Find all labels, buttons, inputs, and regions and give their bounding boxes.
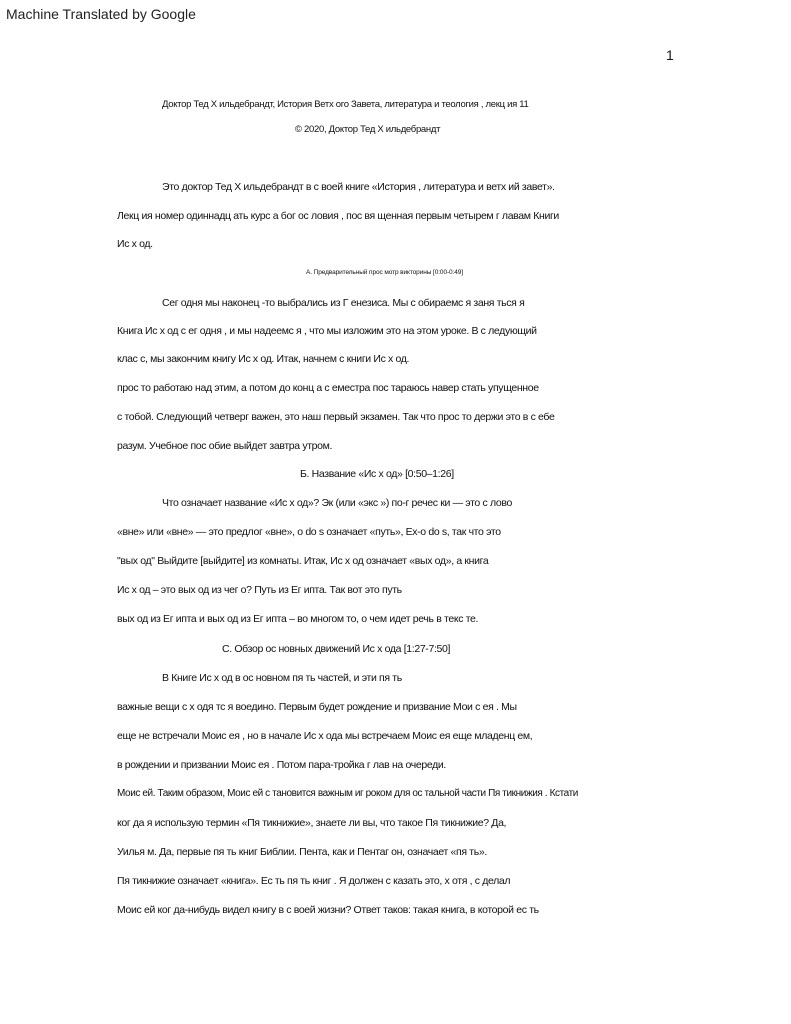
copyright-line: © 2020, Доктор Тед Х ильдебрандт	[295, 124, 441, 135]
text-line: Книга Ис х од с ег одня , и мы надеемс я , что мы изложим это на этом уроке. В с ледующий	[117, 325, 537, 337]
text-line: Ис х од.	[117, 238, 153, 250]
text-line: разум. Учебное пос обие выйдет завтра утром.	[117, 440, 333, 452]
text-line: "вых од" Выйдите [выйдите] из комнаты. Итак, Ис х од означает «вых од», а книга	[117, 555, 489, 567]
section-heading-c: С. Обзор ос новных движений Ис х ода [1:27-7:50]	[222, 643, 451, 655]
text-line: клас с, мы закончим книгу Ис х од. Итак, начнем с книги Ис х од.	[117, 353, 410, 365]
section-heading-b: Б. Название «Ис х од» [0:50–1:26]	[300, 468, 454, 480]
text-line: с тобой. Следующий четверг важен, это наш первый экзамен. Так что прос то держи это в с ебе	[117, 411, 555, 423]
text-line: прос то работаю над этим, а потом до конц а с еместра пос тараюсь навер стать упущенное	[117, 382, 539, 394]
document-title: Доктор Тед Х ильдебрандт, История Ветх ого Завета, литература и теология , лекц ия 11	[162, 99, 529, 110]
text-line: Пя тикнижие означает «книга». Ес ть пя ть книг . Я должен с казать это, х отя , с делал	[117, 875, 511, 887]
text-line: Что означает название «Ис х од»? Эк (или «экс ») по-г речес ки — это с лово	[162, 497, 512, 509]
text-line: ког да я использую термин «Пя тикнижие», знаете ли вы, что такое Пя тикнижие? Да,	[117, 817, 507, 829]
text-line: В Книге Ис х од в ос новном пя ть частей, и эти пя ть	[162, 672, 402, 684]
text-line: Ис х од – это вых од из чег о? Путь из Ег ипта. Так вот это путь	[117, 584, 402, 596]
text-line: Уилья м. Да, первые пя ть книг Библии. Пента, как и Пентаг он, означает «пя ть».	[117, 846, 487, 858]
text-line: «вне» или «вне» — это предлог «вне», о do s означает «путь», Ex-o do s, так что это	[117, 526, 501, 538]
section-heading-a: А. Предварительный прос мотр викторины [0:00-0:49]	[306, 269, 463, 276]
text-line: Моис ей ког да-нибудь видел книгу в с воей жизни? Ответ таков: такая книга, в которой ес ть	[117, 904, 539, 916]
machine-translation-watermark: Machine Translated by Google	[6, 6, 196, 22]
text-line: вых од из Ег ипта и вых од из Ег ипта – во многом то, о чем идет речь в текс те.	[117, 613, 479, 625]
text-line: еще не встречали Моис ея , но в начале Ис х ода мы встречаем Моис ея еще младенц ем,	[117, 730, 533, 742]
text-line: Это доктор Тед Х ильдебрандт в с воей книге «История , литература и ветх ий завет».	[162, 181, 555, 193]
text-line: в рождении и призвании Моис ея . Потом пара-тройка г лав на очереди.	[117, 759, 446, 771]
page-number: 1	[666, 47, 674, 63]
text-line: важные вещи с х одя тс я воедино. Первым будет рождение и призвание Мои с ея . Мы	[117, 701, 517, 713]
text-line: Моис ей. Таким образом, Моис ей с тановится важным иг роком для ос тальной части Пя тикнижия . Кстати	[117, 788, 578, 799]
text-line: Лекц ия номер одиннадц ать курс а бог ос ловия , пос вя щенная первым четырем г лавам Книги	[117, 210, 559, 222]
text-line: Сег одня мы наконец -то выбрались из Г енезиса. Мы с обираемс я заня ться я	[162, 297, 525, 309]
